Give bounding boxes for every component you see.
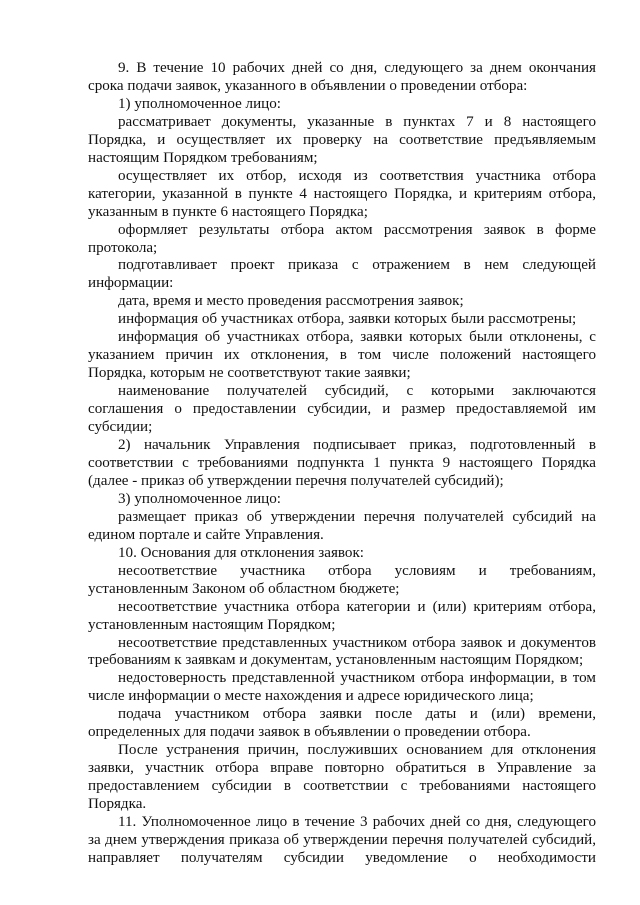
paragraph-reject-unreliable: недостоверность представленной участником отбора информации, в том числе информации о месте нахождения и адресе юридического лица; (88, 670, 596, 705)
paragraph-9-sub-1: 1) уполномоченное лицо: (118, 95, 281, 112)
paragraph-10-heading: 10. Основания для отклонения заявок: (118, 544, 364, 561)
paragraph-protocol: оформляет результаты отбора актом рассмотрения заявок в форме протокола; (88, 221, 596, 256)
paragraph-select: осуществляет их отбор, исходя из соответствия участника отбора категории, указанной в пункте 4 настоящего Порядка, и критериям отбора, указанным в пункте 6 настоящего Порядка; (88, 167, 596, 220)
paragraph-info-reviewed: информация об участниках отбора, заявки которых были рассмотрены; (118, 311, 577, 328)
paragraph-reject-conditions: несоответствие участника отбора условиям и требованиям, установленным Законом об областном бюджете; (88, 562, 596, 597)
paragraph-prepare-order: подготавливает проект приказа с отражением в нем следующей информации: (88, 257, 596, 292)
paragraph-info-rejected: информация об участниках отбора, заявки которых были отклонены, с указанием причин их отклонения, в том числе положений настоящего Порядка, которым не соответствуют такие заявки; (88, 329, 596, 382)
paragraph-date-place: дата, время и место проведения рассмотрения заявок; (118, 293, 464, 310)
paragraph-recipients: наименование получателей субсидий, с которыми заключаются соглашения о предоставлении субсидии, и размер предоставляемой им субсидии; (88, 383, 596, 436)
paragraph-reject-documents: несоответствие представленных участником отбора заявок и документов требованиям к заявкам и документам, установленным настоящим Порядком; (88, 634, 596, 669)
paragraph-9-sub-2: 2) начальник Управления подписывает приказ, подготовленный в соответствии с требованиями подпункта 1 пункта 9 настоящего Порядка (далее - приказ об утверждении перечня получателей субсидий); (88, 437, 596, 489)
paragraph-resubmit: После устранения причин, послуживших основанием для отклонения заявки, участник отбора вправе повторно обратиться в Управление за предоставлением субсидии в соответствии с требованиями настоящего Порядка. (88, 742, 596, 813)
paragraph-reject-late: подача участником отбора заявки после даты и (или) времени, определенных для подачи заявок в объявлении о проведении отбора. (88, 706, 596, 741)
paragraph-9-intro: 9. В течение 10 рабочих дней со дня, следующего за днем окончания срока подачи заявок, указанного в объявлении о проведении отбора: (88, 60, 596, 94)
paragraph-11: 11. Уполномоченное лицо в течение 3 рабочих дней со дня, следующего за днем утверждения приказа об утверждении перечня получателей субсидий, направляет получателям субсидии уведомление о необходимости (88, 814, 596, 866)
paragraph-review-documents: рассматривает документы, указанные в пунктах 7 и 8 настоящего Порядка, и осуществляет их проверку на соответствие предъявляемым настоящим Порядком требованиям; (88, 113, 596, 166)
paragraph-reject-category: несоответствие участника отбора категории и (или) критериям отбора, установленным настоящим Порядком; (88, 598, 596, 633)
paragraph-9-sub-3: 3) уполномоченное лицо: (118, 490, 281, 507)
paragraph-publish-order: размещает приказ об утверждении перечня получателей субсидий на едином портале и сайте Управления. (88, 508, 596, 543)
document-page (88, 60, 596, 868)
